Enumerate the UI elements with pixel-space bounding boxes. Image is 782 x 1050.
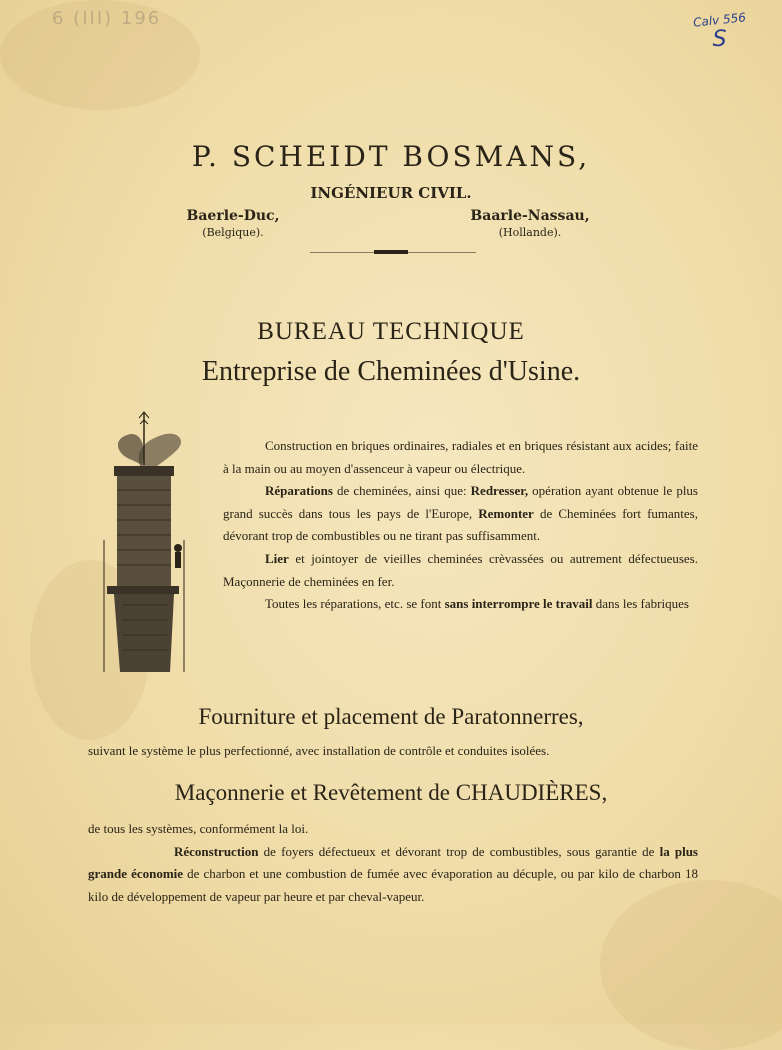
text: de Cheminées fort fumantes, dévorant trop de combustibles ou ne tirant pas suffisamment. (223, 505, 698, 544)
bold-text: la plus grande économie (88, 843, 698, 882)
paragraph-no-interruption (223, 593, 698, 616)
boilers-text (88, 818, 698, 908)
bold-text: Réparations (265, 483, 333, 499)
text: et jointoyer de vieilles cheminées crèvassées ou autrement défectueuses. Maçonnerie de cheminées en fer. (223, 550, 698, 589)
paragraph-construction: Construction en briques ordinaires, radiales et en briques résistant aux acides; faite à la main ou au moyen d'assenceur à vapeur ou électrique. (223, 438, 698, 476)
archive-mark: 6 (III) 196 (52, 8, 162, 29)
paragraph-boiler-systems: de tous les systèmes, conformément la loi. (88, 821, 309, 836)
location-city: Baarle-Nassau, (470, 208, 590, 224)
divider-ornament (374, 250, 408, 254)
paragraph-repairs (223, 480, 698, 548)
chimney-services-text (223, 435, 698, 616)
text: dans les fabriques (592, 596, 689, 612)
bureau-title: BUREAU TECHNIQUE (257, 318, 525, 345)
reference-number: Calv 556 (692, 10, 747, 30)
location-country: (Hollande). (498, 226, 562, 239)
reference-letter: S (712, 27, 727, 52)
firm-name: P. SCHEIDT BOSMANS, (191, 140, 591, 173)
text: de foyers défectueux et dévorant trop de combustibles, sous garantie de (258, 843, 660, 859)
location-belgium (168, 208, 298, 239)
lightning-heading: Fourniture et placement de Paratonnerres, (198, 704, 584, 729)
text: de charbon et une combustion de fumée avec évaporation au décuple, ou par kilo de charbon 18 kilo de développement de vapeur par heure et par cheval-vapeur. (88, 866, 698, 904)
bold-text: Remonter (478, 505, 534, 521)
text: Toutes les réparations, etc. se font (265, 596, 445, 612)
bold-text: Redresser, (470, 483, 529, 499)
location-holland (460, 208, 600, 239)
paragraph-reconstruction (88, 841, 698, 909)
boilers-heading: Maçonnerie et Revêtement de CHAUDIÈRES, (174, 780, 608, 805)
location-country: (Belgique). (202, 226, 264, 239)
profession-title: INGÉNIEUR CIVIL. (310, 184, 472, 202)
text: de cheminées, ainsi que: (332, 483, 471, 499)
chimney-engraving-icon (92, 410, 192, 675)
paragraph-lightning: suivant le système le plus perfectionné, avec installation de contrôle et conduites isolées. (88, 743, 550, 758)
bureau-subtitle: Entreprise de Cheminées d'Usine. (201, 356, 581, 387)
paragraph-binding (223, 548, 698, 593)
location-city: Baerle-Duc, (186, 208, 280, 224)
bold-text: Réconstruction (174, 843, 259, 859)
text: opération ayant obtenue le plus grand succès dans tous les pays de l'Europe, (223, 483, 698, 521)
lightning-text (88, 740, 698, 763)
bold-text: Lier (265, 550, 289, 566)
reference-annotation (693, 10, 746, 50)
bold-text: sans interrompre le travail (444, 596, 593, 612)
